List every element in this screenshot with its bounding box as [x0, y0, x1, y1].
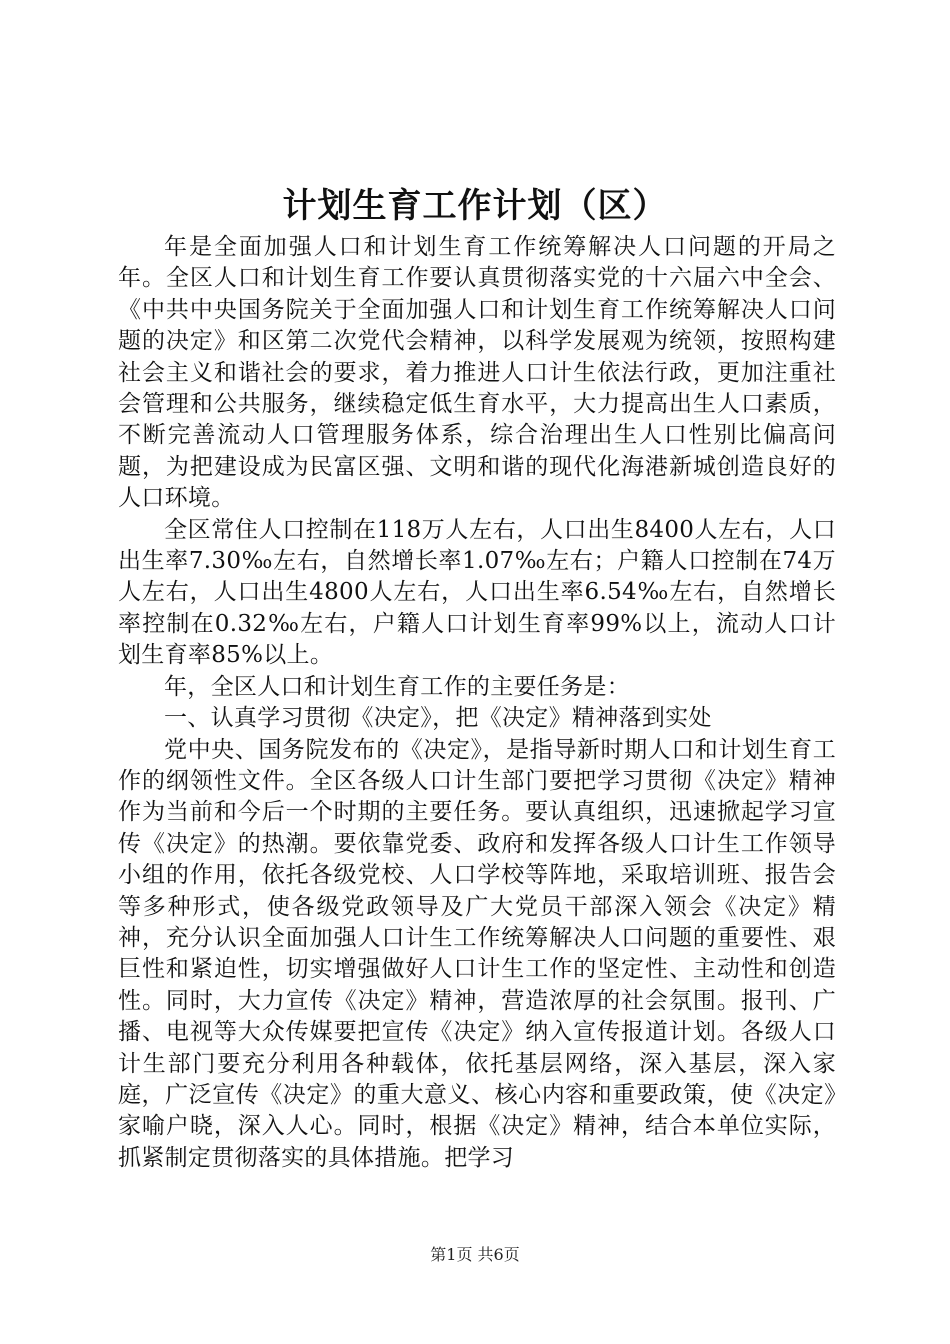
paragraph-section-1: 党中央、国务院发布的《决定》，是指导新时期人口和计划生育工作的纲领性文件。全区各级人口计生部门要把学习贯彻《决定》精神作为当前和今后一个时期的主要任务。要认真组织，迅速掀起学习宣传《决定》的热潮。要依靠党委、政府和发挥各级人口计生工作领导小组的作用，依托各级党校、人口学校等阵地，采取培训班、报告会等多种形式，使各级党政领导及广大党员干部深入领会《决定》精神，充分认识全面加强人口计生工作统筹解决人口问题的重要性、艰巨性和紧迫性，切实增强做好人口计生工作的坚定性、主动性和创造性。同时，大力宣传《决定》精神，营造浓厚的社会氛围。报刊、广播、电视等大众传媒要把宣传《决定》纳入宣传报道计划。各级人口计生部门要充分利用各种载体，依托基层网络，深入基层，深入家庭，广泛宣传《决定》的重大意义、核心内容和重要政策，使《决定》家喻户晓，深入人心。同时，根据《决定》精神，结合本单位实际，抓紧制定贯彻落实的具体措施。把学习 [118, 736, 836, 1171]
document-body [118, 232, 836, 1174]
section-heading-1: 一、认真学习贯彻《决定》，把《决定》精神落到实处 [164, 705, 712, 732]
document-title: 计划生育工作计划（区） [282, 186, 668, 226]
paragraph-tasks-intro: 年，全区人口和计划生育工作的主要任务是： [164, 673, 630, 700]
page-number-footer: 第1页 共6页 [430, 1245, 520, 1264]
paragraph-targets: 全区常住人口控制在118万人左右，人口出生8400人左右，人口出生率7.30‰左右，自然增长率1.07‰左右；户籍人口控制在74万人左右，人口出生4800人左右，人口出生率6.54‰左右，自然增长率控制在0.32‰左右，户籍人口计划生育率99%以上，流动人口计划生育率85%以上。 [118, 516, 836, 669]
paragraph-intro: 年是全面加强人口和计划生育工作统筹解决人口问题的开局之年。全区人口和计划生育工作要认真贯彻落实党的十六届六中全会、《中共中央国务院关于全面加强人口和计划生育工作统筹解决人口问题的决定》和区第二次党代会精神，以科学发展观为统领，按照构建社会主义和谐社会的要求，着力推进人口计生依法行政，更加注重社会管理和公共服务，继续稳定低生育水平，大力提高出生人口素质，不断完善流动人口管理服务体系，综合治理出生人口性别比偏高问题，为把建设成为民富区强、文明和谐的现代化海港新城创造良好的人口环境。 [118, 234, 836, 512]
